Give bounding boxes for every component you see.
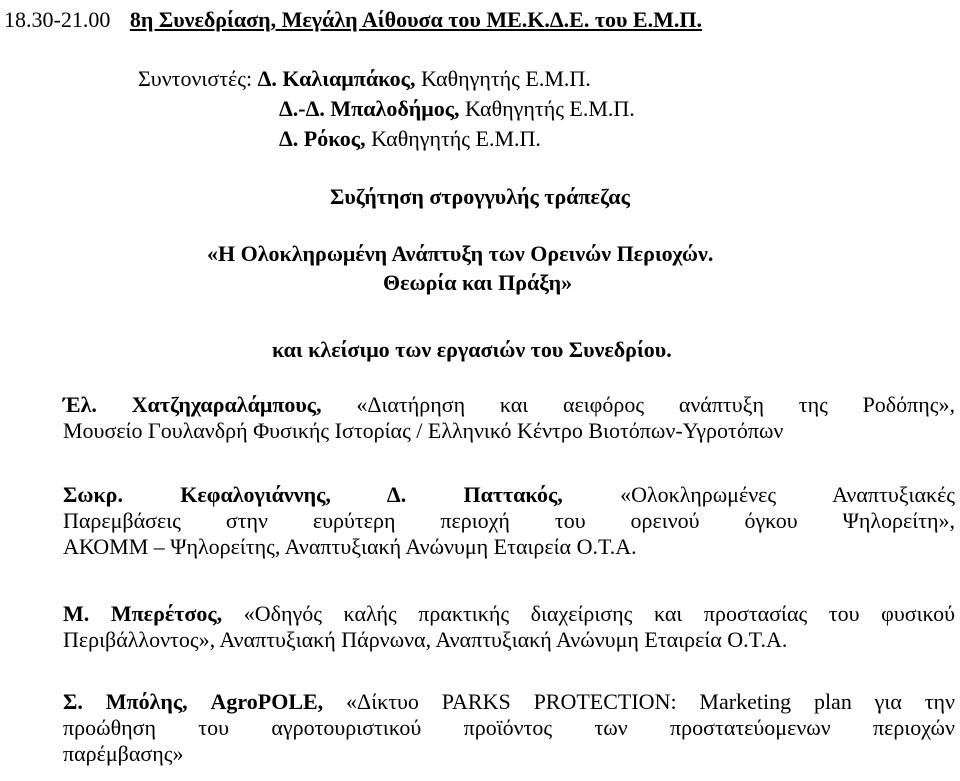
- talk-affiliation: Περιβάλλοντος», Αναπτυξιακή Πάρνωνα, Αναπτυξιακή Ανώνυμη Εταιρεία Ο.Τ.Α.: [63, 627, 788, 652]
- talk-speaker: Μ. Μπερέτσος,: [63, 601, 223, 626]
- talk-title: «Ολοκληρωμένες Αναπτυξιακές: [620, 482, 956, 507]
- talk-line: [63, 689, 955, 715]
- talk-speaker: Σωκρ. Κεφαλογιάννης, Δ. Παττακός,: [63, 482, 563, 507]
- session-title: 8η Συνεδρίαση, Μεγάλη Αίθουσα του ΜΕ.Κ.Δ.Ε. του Ε.Μ.Π.: [129, 7, 702, 32]
- talk-title-continued: Παρεμβάσεις στην ευρύτερη περιοχή του ορεινού όγκου Ψηλορείτη»,: [63, 508, 955, 533]
- talk-line: [63, 482, 955, 508]
- round-table-topic-line-1: «Η Ολοκληρωμένη Ανάπτυξη των Ορεινών Περιοχών.: [207, 241, 714, 266]
- coordinator-role: Καθηγητής Ε.Μ.Π.: [371, 126, 541, 151]
- coordinator-name: Δ. Καλιαμπάκος,: [257, 66, 416, 91]
- coordinator-name: Δ.-Δ. Μπαλοδήμος,: [279, 96, 460, 121]
- round-table-title: Συζήτηση στρογγυλής τράπεζας: [330, 184, 630, 209]
- session-header: [4, 7, 702, 33]
- talk-affiliation: Μουσείο Γουλανδρή Φυσικής Ιστορίας / Ελληνικό Κέντρο Βιοτόπων-Υγροτόπων: [63, 418, 784, 443]
- talk-2: [63, 482, 955, 560]
- talk-line: [63, 392, 955, 418]
- talk-speaker: Σ. Μπόλης, AgroPOLE,: [63, 689, 324, 714]
- talk-affiliation: ΑΚΟΜΜ – Ψηλορείτης, Αναπτυξιακή Ανώνυμη Εταιρεία Ο.Τ.Α.: [63, 534, 637, 559]
- talk-3: [63, 601, 955, 653]
- talk-line: [63, 601, 955, 627]
- coordinator-name: Δ. Ρόκος,: [279, 126, 366, 151]
- talk-title: «Δίκτυο PARKS PROTECTION: Marketing plan για την: [346, 689, 956, 714]
- round-table-topic-line-2: Θεωρία και Πράξη»: [383, 270, 573, 295]
- coordinators-line-1: [138, 66, 591, 92]
- talk-title: «Διατήρηση και αειφόρος ανάπτυξη της Ροδόπης»,: [356, 392, 955, 417]
- round-table-closing: και κλείσιμο των εργασιών του Συνεδρίου.: [272, 337, 672, 362]
- talk-title-end: παρέμβασης»: [63, 741, 184, 766]
- session-time: 18.30-21.00: [4, 7, 111, 32]
- coordinator-role: Καθηγητής Ε.Μ.Π.: [420, 66, 591, 91]
- talk-4: [63, 689, 955, 767]
- talk-speaker: Έλ. Χατζηχαραλάμπους,: [63, 392, 322, 417]
- talk-title: «Οδηγός καλής πρακτικής διαχείρισης και προστασίας του φυσικού: [243, 601, 956, 626]
- coordinator-role: Καθηγητής Ε.Μ.Π.: [464, 96, 635, 121]
- coordinators-line-2: [279, 96, 635, 122]
- talk-1: [63, 392, 955, 444]
- talk-title-continued: προώθηση του αγροτουριστικού προϊόντος των προστατεύομενων περιοχών: [63, 715, 955, 740]
- coordinators-line-3: [279, 126, 541, 152]
- coordinators-label: Συντονιστές:: [138, 66, 253, 91]
